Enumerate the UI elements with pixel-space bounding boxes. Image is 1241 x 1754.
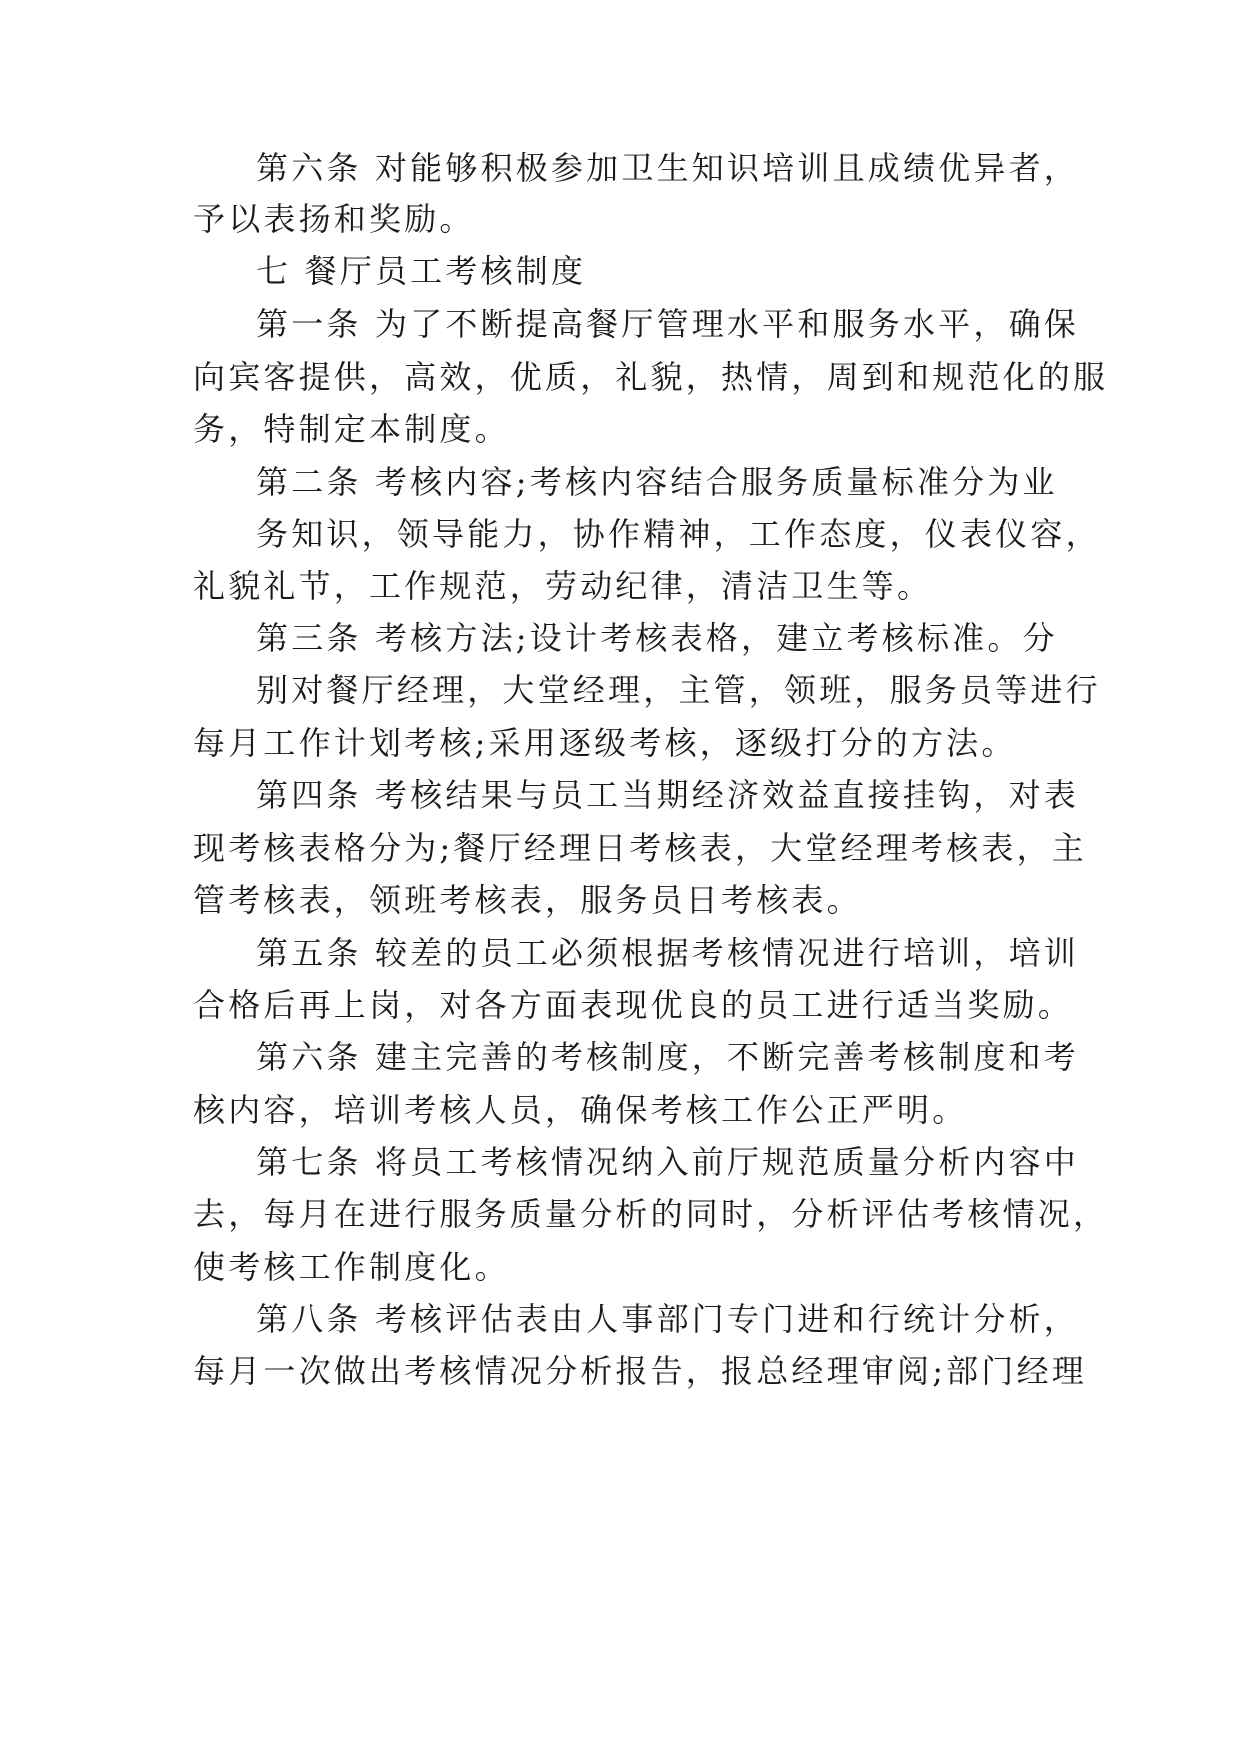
- text-line: 每月工作计划考核;采用逐级考核，逐级打分的方法。: [193, 724, 1017, 762]
- text-line: 现考核表格分为;餐厅经理日考核表，大堂经理考核表，主: [193, 829, 1087, 867]
- text-line: 予以表扬和奖励。: [193, 200, 475, 238]
- text-line: 第六条 对能够积极参加卫生知识培训且成绩优异者，: [256, 149, 1079, 187]
- text-line: 务，特制定本制度。: [193, 410, 510, 448]
- text-line: 第二条 考核内容;考核内容结合服务质量标准分为业: [256, 463, 1058, 501]
- text-line: 使考核工作制度化。: [193, 1248, 510, 1286]
- text-line: 第七条 将员工考核情况纳入前厅规范质量分析内容中: [256, 1143, 1079, 1181]
- text-line: 合格后再上岗，对各方面表现优良的员工进行适当奖励。: [193, 986, 1074, 1024]
- text-line: 每月一次做出考核情况分析报告，报总经理审阅;部门经理: [193, 1352, 1087, 1390]
- text-line: 第一条 为了不断提高餐厅管理水平和服务水平，确保: [256, 305, 1079, 343]
- text-line: 第六条 建主完善的考核制度，不断完善考核制度和考: [256, 1038, 1079, 1076]
- text-line: 务知识，领导能力，协作精神，工作态度，仪表仪容，: [256, 515, 1101, 553]
- text-line: 第八条 考核评估表由人事部门专门进和行统计分析，: [256, 1300, 1079, 1338]
- text-line: 第四条 考核结果与员工当期经济效益直接挂钩，对表: [256, 776, 1079, 814]
- text-line: 礼貌礼节，工作规范，劳动纪律，清洁卫生等。: [193, 567, 933, 605]
- text-line: 去，每月在进行服务质量分析的同时，分析评估考核情况，: [193, 1195, 1109, 1233]
- text-line: 管考核表，领班考核表，服务员日考核表。: [193, 881, 862, 919]
- text-line: 核内容，培训考核人员，确保考核工作公正严明。: [193, 1091, 968, 1129]
- section-heading: 七 餐厅员工考核制度: [256, 252, 587, 290]
- text-line: 向宾客提供，高效，优质，礼貌，热情，周到和规范化的服: [193, 358, 1109, 396]
- text-line: 第三条 考核方法;设计考核表格，建立考核标准。分: [256, 619, 1058, 657]
- text-line: 第五条 较差的员工必须根据考核情况进行培训，培训: [256, 934, 1079, 972]
- text-line: 别对餐厅经理，大堂经理，主管，领班，服务员等进行: [256, 671, 1101, 709]
